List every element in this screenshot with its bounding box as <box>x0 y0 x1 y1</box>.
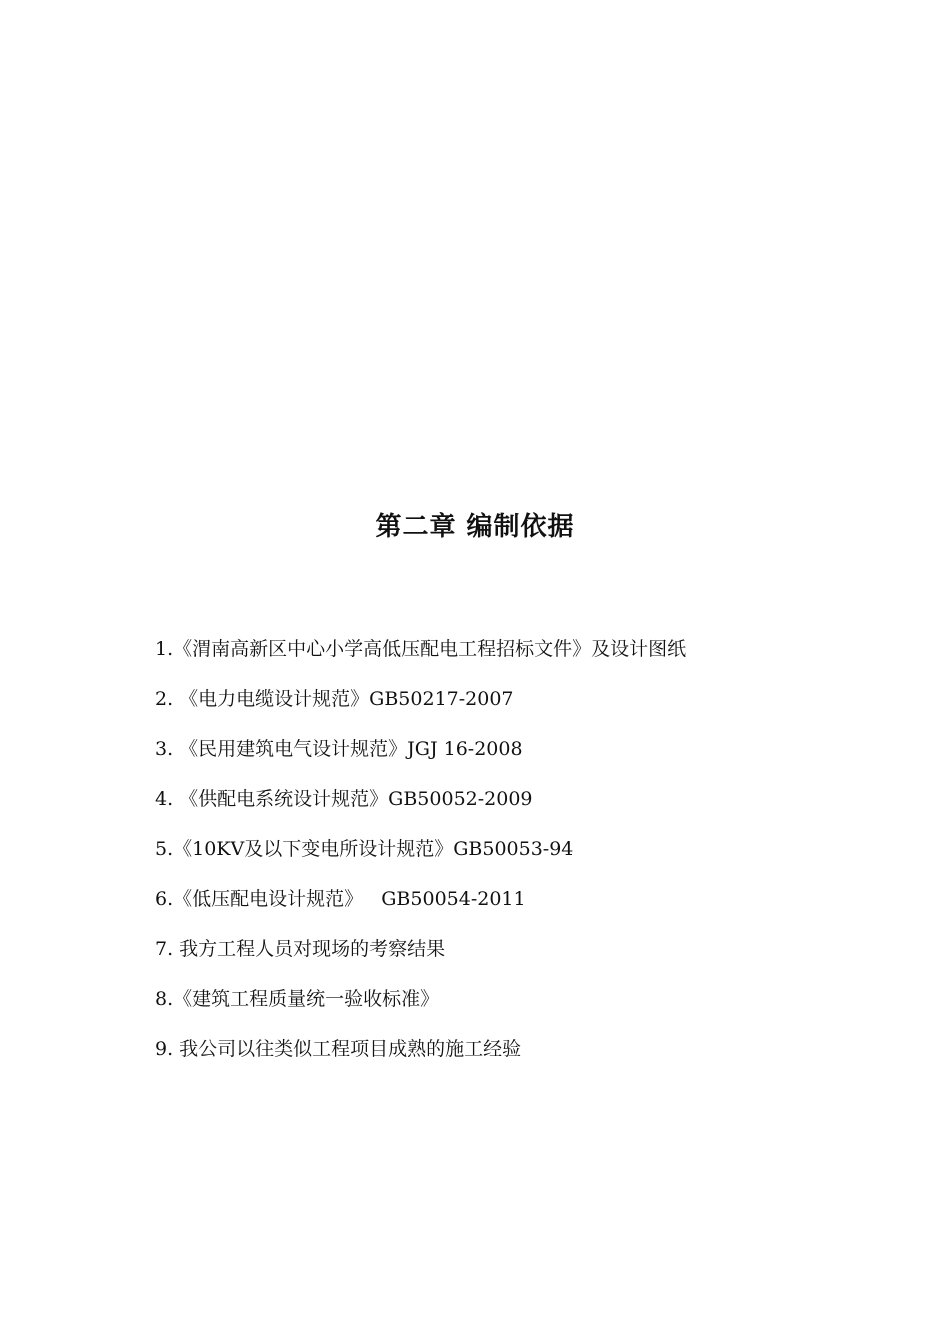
basis-item-3: 3. 《民用建筑电气设计规范》JGJ 16-2008 <box>155 738 523 760</box>
basis-item-9: 9. 我公司以往类似工程项目成熟的施工经验 <box>155 1038 522 1060</box>
basis-item-5: 5.《10KV及以下变电所设计规范》GB50053-94 <box>155 838 574 860</box>
basis-item-1: 1.《渭南高新区中心小学高低压配电工程招标文件》及设计图纸 <box>155 638 687 660</box>
basis-item-8: 8.《建筑工程质量统一验收标准》 <box>155 988 440 1010</box>
basis-item-6: 6.《低压配电设计规范》 GB50054-2011 <box>155 888 526 910</box>
chapter-title: 第二章 编制依据 <box>375 512 575 542</box>
basis-item-4: 4. 《供配电系统设计规范》GB50052-2009 <box>155 788 533 810</box>
basis-item-2: 2. 《电力电缆设计规范》GB50217-2007 <box>155 688 514 710</box>
basis-list <box>155 632 855 1082</box>
basis-item-7: 7. 我方工程人员对现场的考察结果 <box>155 938 446 960</box>
